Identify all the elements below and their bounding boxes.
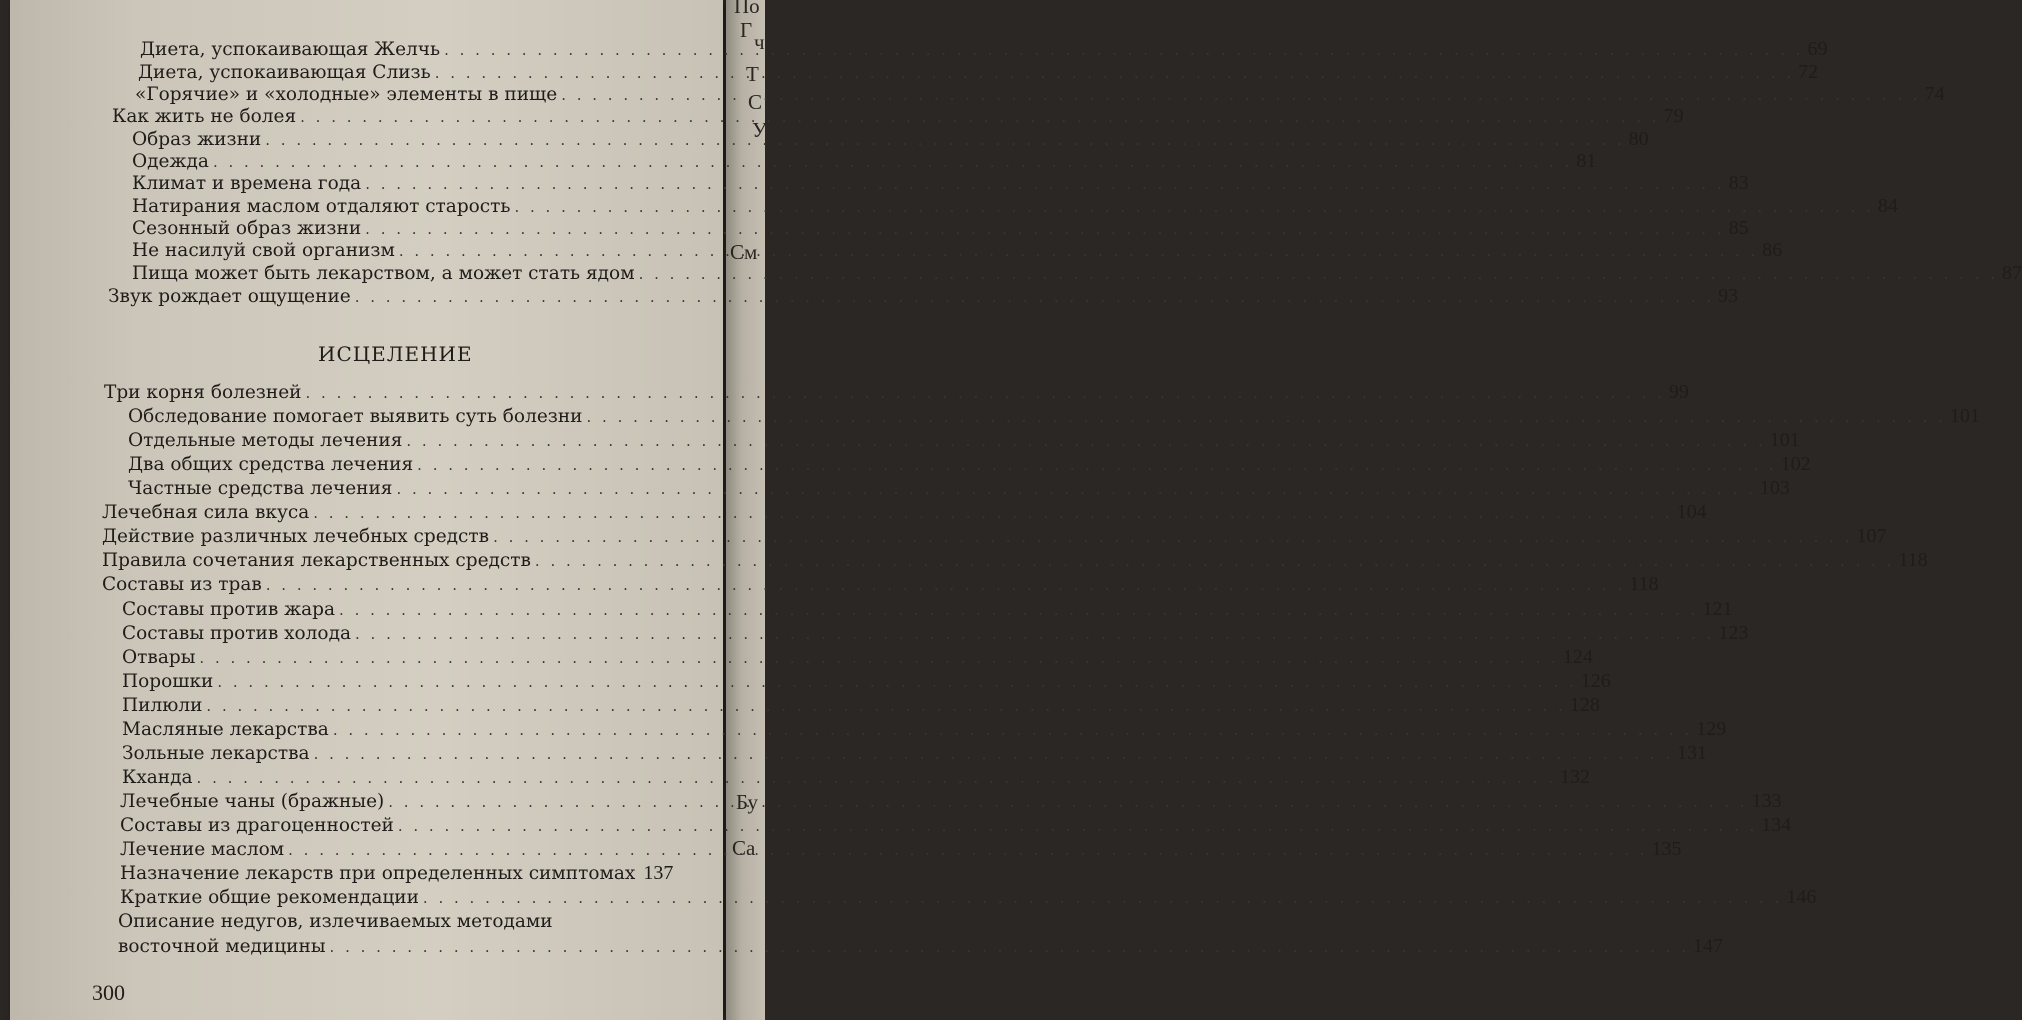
dot-leader	[288, 838, 1647, 862]
dot-leader	[355, 622, 1714, 646]
toc-entry-page: 132	[1559, 766, 1590, 788]
toc-entry-title: Не насилуй свой организм	[132, 240, 395, 261]
toc-entry-page: 123	[1718, 622, 1749, 644]
toc-entry-title: Одежда	[132, 151, 209, 172]
toc-entry	[132, 171, 1749, 195]
toc-entry-page: 99	[1668, 381, 1689, 403]
adjacent-page-fragment: Т	[746, 62, 759, 86]
toc-entry-title: Диета, успокаивающая Желчь	[140, 39, 441, 60]
toc-entry-title: Отвары	[122, 647, 196, 668]
dot-leader	[306, 381, 1665, 405]
toc-entry-page: 80	[1628, 128, 1649, 150]
toc-entry-title: Пилюли	[122, 695, 203, 716]
dot-leader	[313, 501, 1672, 525]
dot-leader	[217, 670, 1576, 694]
dot-leader	[330, 935, 1689, 959]
toc-entry-title: Составы из трав	[102, 574, 262, 595]
toc-entry	[132, 194, 1898, 218]
toc-entry-page: 101	[1769, 429, 1800, 451]
toc-entry-page: 87	[2002, 262, 2022, 284]
dot-leader	[444, 38, 1803, 62]
toc-entry-page: 146	[1786, 886, 1817, 908]
dot-leader	[197, 766, 1556, 790]
toc-entry-line1	[118, 910, 668, 934]
toc-entry	[120, 861, 674, 885]
toc-entry-page: 79	[1663, 105, 1684, 127]
adjacent-page-fragment: ч	[754, 30, 765, 54]
toc-entry	[132, 261, 2022, 285]
toc-entry-title: Три корня болезней	[104, 382, 302, 403]
toc-entry-page: 121	[1702, 598, 1733, 620]
toc-entry-title: Лечение маслом	[120, 839, 285, 860]
adjacent-page-fragment: Г	[740, 18, 753, 42]
toc-entry-title: Звук рождает ощущение	[108, 286, 351, 307]
toc-entry-page: 131	[1676, 742, 1707, 764]
toc-entry-title: Кханда	[122, 767, 193, 788]
toc-entry-title: Описание недугов, излечиваемых методами	[118, 911, 553, 932]
dot-leader	[355, 285, 1714, 309]
toc-entry-title: Составы против холода	[122, 623, 351, 644]
toc-entry-title: Пища может быть лекарством, а может стать ядом	[132, 263, 635, 284]
toc-entry-title: Образ жизни	[132, 129, 262, 150]
toc-entry-title: Обследование помогает выявить суть болезни	[128, 406, 583, 427]
dot-leader	[333, 718, 1692, 742]
dot-leader	[493, 525, 1852, 549]
toc-entry	[128, 452, 1811, 476]
dot-leader	[388, 790, 1747, 814]
toc-entry	[122, 693, 1600, 717]
toc-entry-page: 86	[1762, 239, 1783, 261]
toc-entry-page: 118	[1629, 573, 1659, 595]
dot-leader	[423, 886, 1782, 910]
adjacent-page-fragment: См	[730, 240, 758, 264]
dot-leader	[266, 573, 1625, 597]
toc-entry-page: 128	[1569, 694, 1600, 716]
toc-entry	[132, 127, 1649, 151]
toc-entry	[120, 885, 1817, 909]
toc-entry	[120, 813, 1792, 837]
dot-leader	[206, 694, 1565, 718]
dot-leader	[396, 477, 1755, 501]
toc-entry	[122, 717, 1727, 741]
dot-leader	[300, 105, 1659, 129]
toc-entry-page: 102	[1780, 453, 1811, 475]
toc-entry	[102, 500, 1707, 524]
toc-entry	[128, 428, 1800, 452]
toc-entry	[102, 524, 1887, 548]
toc-entry-page: 93	[1718, 285, 1739, 307]
adjacent-page-fragment: Бу	[736, 790, 759, 814]
toc-entry-page: 129	[1696, 718, 1727, 740]
adjacent-page-fragment: С	[748, 90, 763, 114]
toc-entry-page: 72	[1798, 61, 1819, 83]
dot-leader	[417, 453, 1776, 477]
toc-entry-title: Порошки	[122, 671, 214, 692]
toc-entry-title: Натирания маслом отдаляют старость	[132, 196, 511, 217]
dot-leader	[587, 405, 1946, 429]
dot-leader	[314, 742, 1673, 766]
dot-leader	[399, 239, 1758, 263]
toc-entry-title: Назначение лекарств при определенных симптомах	[120, 863, 636, 884]
page-number: 300	[92, 980, 125, 1005]
dot-leader	[339, 598, 1698, 622]
toc-entry	[138, 60, 1819, 84]
toc-entry-page: 83	[1728, 172, 1749, 194]
dot-leader	[406, 429, 1765, 453]
dot-leader	[639, 262, 1998, 286]
toc-entry-page: 124	[1562, 646, 1593, 668]
toc-entry-page: 84	[1877, 195, 1898, 217]
toc-entry-title: Лечебные чаны (бражные)	[120, 791, 385, 812]
toc-entry	[122, 741, 1707, 765]
toc-entry-title: Сезонный образ жизни	[132, 218, 362, 239]
toc-entry-title: Масляные лекарства	[122, 719, 329, 740]
dot-leader	[535, 549, 1894, 573]
dot-leader	[365, 172, 1724, 196]
toc-entry-page: 118	[1898, 549, 1928, 571]
toc-entry	[128, 476, 1790, 500]
toc-entry-title: Зольные лекарства	[122, 743, 310, 764]
toc-entry-page: 81	[1576, 150, 1597, 172]
toc-entry	[135, 82, 1945, 106]
toc-entry-title: Составы против жара	[122, 599, 336, 620]
adjacent-page-fragment: Са	[732, 836, 756, 860]
toc-entry-title: Отдельные методы лечения	[128, 430, 403, 451]
toc-entry	[122, 597, 1733, 621]
section-heading: ИСЦЕЛЕНИЕ	[318, 342, 473, 366]
dot-leader	[561, 83, 1920, 107]
toc-entry	[132, 216, 1749, 240]
toc-entry-page: 107	[1856, 525, 1887, 547]
toc-entry-title: восточной медицины	[118, 936, 326, 957]
toc-entry-title: Климат и времена года	[132, 173, 362, 194]
toc-entry-title: Лечебная сила вкуса	[102, 502, 310, 523]
toc-entry-title: «Горячие» и «холодные» элементы в пище	[135, 84, 558, 105]
toc-entry	[122, 645, 1593, 669]
toc-entry	[102, 548, 1928, 572]
adjacent-page-fragment: По	[734, 0, 760, 18]
toc-entry	[128, 404, 1980, 428]
toc-entry-title: Два общих средства лечения	[128, 454, 414, 475]
toc-entry-page: 74	[1924, 83, 1945, 105]
toc-entry	[108, 284, 1739, 308]
dot-leader	[398, 814, 1757, 838]
toc-entry	[118, 934, 1723, 958]
adjacent-page-fragment: У	[752, 118, 767, 142]
toc-entry-title: Частные средства лечения	[128, 478, 393, 499]
toc-entry-page: 133	[1751, 790, 1782, 812]
toc-entry-title: Как жить не болея	[112, 106, 297, 127]
toc-entry-title: Действие различных лечебных средств	[102, 526, 490, 547]
toc-entry-page: 69	[1807, 38, 1828, 60]
toc-entry	[104, 380, 1689, 404]
toc-entry-page: 126	[1580, 670, 1611, 692]
toc-entry	[132, 149, 1597, 173]
dot-leader	[199, 646, 1558, 670]
dot-leader	[514, 195, 1873, 219]
toc-entry-page: 135	[1651, 838, 1682, 860]
toc-entry	[140, 37, 1828, 61]
toc-entry-title: Диета, успокаивающая Слизь	[138, 62, 431, 83]
toc-entry-title: Правила сочетания лекарственных средств	[102, 550, 531, 571]
toc-entry	[122, 765, 1590, 789]
toc-entry	[122, 621, 1749, 645]
toc-entry	[112, 104, 1684, 128]
toc-entry	[102, 572, 1659, 596]
toc-entry-page: 101	[1949, 405, 1980, 427]
toc-entry-page: 104	[1676, 501, 1707, 523]
toc-entry-page: 137	[643, 862, 674, 884]
toc-entry	[122, 669, 1611, 693]
toc-entry-title: Составы из драгоценностей	[120, 815, 394, 836]
toc-entry-page: 103	[1759, 477, 1790, 499]
toc-entry-page: 134	[1761, 814, 1792, 836]
toc-entry-page: 147	[1692, 935, 1723, 957]
toc-entry-title: Краткие общие рекомендации	[120, 887, 419, 908]
toc-entry-page: 85	[1728, 217, 1749, 239]
